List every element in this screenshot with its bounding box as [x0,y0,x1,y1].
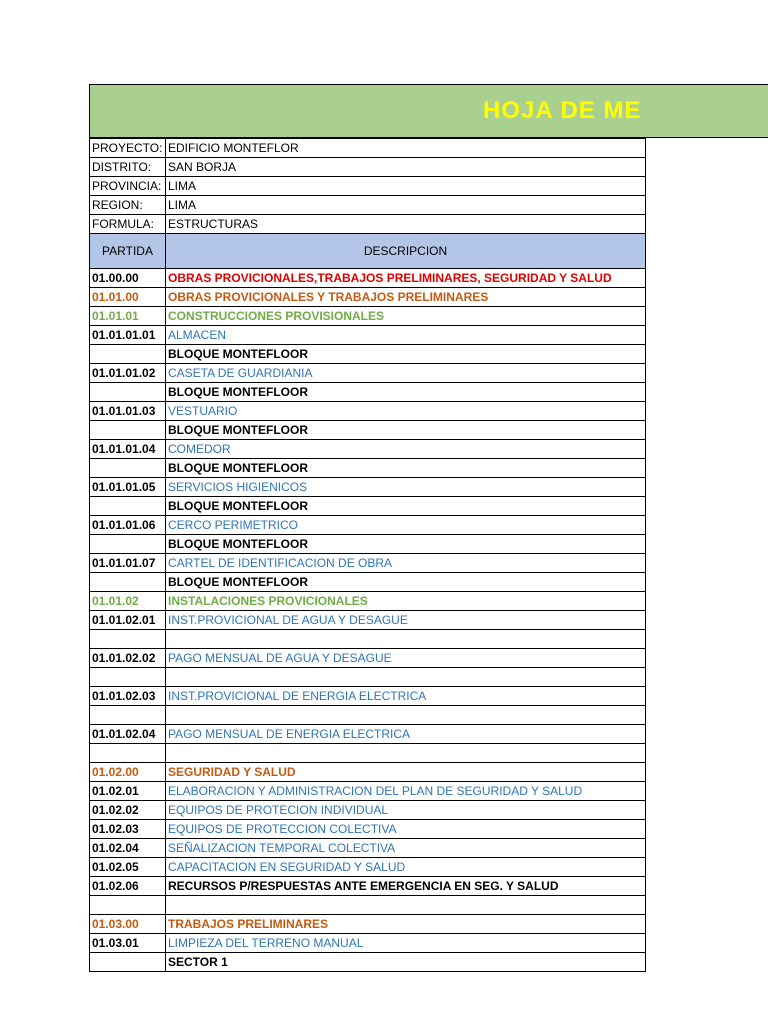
partida-cell[interactable]: 01.01.01 [90,307,166,326]
table-row [90,497,646,516]
descripcion-cell[interactable]: LIMPIEZA DEL TERRENO MANUAL [166,934,646,953]
info-row [90,177,646,196]
descripcion-cell[interactable]: CONSTRUCCIONES PROVISIONALES [166,307,646,326]
descripcion-cell[interactable]: CAPACITACION EN SEGURIDAD Y SALUD [166,858,646,877]
info-row [90,215,646,234]
descripcion-cell[interactable]: CASETA DE GUARDIANIA [166,364,646,383]
info-label-cell[interactable]: FORMULA: [90,215,166,234]
descripcion-cell[interactable]: BLOQUE MONTEFLOOR [166,345,646,364]
partida-cell[interactable]: 01.02.03 [90,820,166,839]
descripcion-cell[interactable]: VESTUARIO [166,402,646,421]
descripcion-cell[interactable] [166,630,646,649]
descripcion-cell[interactable]: TRABAJOS PRELIMINARES [166,915,646,934]
partida-cell[interactable] [90,383,166,402]
table-row [90,307,646,326]
descripcion-cell[interactable]: CERCO PERIMETRICO [166,516,646,535]
partida-cell[interactable]: 01.01.02.01 [90,611,166,630]
descripcion-cell[interactable]: OBRAS PROVICIONALES,TRABAJOS PRELIMINARES, SEGURIDAD Y SALUD [166,269,646,288]
table-row [90,725,646,744]
partida-cell[interactable] [90,459,166,478]
descripcion-cell[interactable] [166,896,646,915]
table-row [90,478,646,497]
table-row [90,440,646,459]
table-row [90,915,646,934]
info-value-cell[interactable]: SAN BORJA [166,158,646,177]
table-row [90,858,646,877]
table-row [90,953,646,972]
table-row [90,763,646,782]
descripcion-cell[interactable]: BLOQUE MONTEFLOOR [166,421,646,440]
table-row [90,459,646,478]
descripcion-cell[interactable]: INST.PROVICIONAL DE AGUA Y DESAGUE [166,611,646,630]
info-value-cell[interactable]: ESTRUCTURAS [166,215,646,234]
descripcion-cell[interactable] [166,706,646,725]
partida-cell[interactable]: 01.03.00 [90,915,166,934]
partida-cell[interactable]: 01.03.01 [90,934,166,953]
partida-cell[interactable]: 01.02.00 [90,763,166,782]
descripcion-cell[interactable]: CARTEL DE IDENTIFICACION DE OBRA [166,554,646,573]
header-descripcion[interactable]: DESCRIPCION [166,234,646,269]
table-row [90,934,646,953]
table-row [90,687,646,706]
partida-cell[interactable] [90,573,166,592]
partida-cell[interactable]: 01.01.01.01 [90,326,166,345]
table-row [90,573,646,592]
partida-cell[interactable]: 01.01.01.06 [90,516,166,535]
descripcion-cell[interactable]: INST.PROVICIONAL DE ENERGIA ELECTRICA [166,687,646,706]
partida-cell[interactable] [90,668,166,687]
partida-cell[interactable] [90,630,166,649]
sheet-title: HOJA DE ME [483,97,642,124]
table-row [90,326,646,345]
descripcion-cell[interactable]: SECTOR 1 [166,953,646,972]
descripcion-cell[interactable]: BLOQUE MONTEFLOOR [166,535,646,554]
info-row [90,158,646,177]
partida-cell[interactable] [90,421,166,440]
info-label-cell[interactable]: REGION: [90,196,166,215]
partida-cell[interactable]: 01.01.02.03 [90,687,166,706]
table-row [90,364,646,383]
header-partida[interactable]: PARTIDA [90,234,166,269]
table-row [90,554,646,573]
table-row [90,592,646,611]
measurement-table [89,138,646,972]
table-row [90,516,646,535]
partida-cell[interactable]: 01.01.02.02 [90,649,166,668]
partida-cell[interactable]: 01.00.00 [90,269,166,288]
partida-cell[interactable] [90,744,166,763]
descripcion-cell[interactable]: SEGURIDAD Y SALUD [166,763,646,782]
descripcion-cell[interactable] [166,668,646,687]
partida-cell[interactable]: 01.01.01.03 [90,402,166,421]
partida-cell[interactable]: 01.01.02 [90,592,166,611]
descripcion-cell[interactable]: ALMACEN [166,326,646,345]
descripcion-cell[interactable]: BLOQUE MONTEFLOOR [166,573,646,592]
partida-cell[interactable]: 01.02.04 [90,839,166,858]
table-row [90,801,646,820]
table-row [90,630,646,649]
table-row [90,649,646,668]
descripcion-cell[interactable]: EQUIPOS DE PROTECCION COLECTIVA [166,820,646,839]
partida-cell[interactable] [90,953,166,972]
table-row [90,535,646,554]
info-value-cell[interactable]: LIMA [166,196,646,215]
info-row [90,196,646,215]
table-row [90,877,646,896]
info-label-cell[interactable]: PROYECTO: [90,139,166,158]
partida-cell[interactable]: 01.02.06 [90,877,166,896]
table-row [90,269,646,288]
table-row [90,288,646,307]
partida-cell[interactable] [90,706,166,725]
header-row [90,234,646,269]
table-row [90,744,646,763]
table-row [90,706,646,725]
table-row [90,421,646,440]
info-value-cell[interactable]: EDIFICIO MONTEFLOR [166,139,646,158]
partida-cell[interactable]: 01.01.01.04 [90,440,166,459]
table-row [90,402,646,421]
partida-cell[interactable]: 01.02.05 [90,858,166,877]
descripcion-cell[interactable]: EQUIPOS DE PROTECION INDIVIDUAL [166,801,646,820]
partida-cell[interactable] [90,345,166,364]
partida-cell[interactable] [90,896,166,915]
table-row [90,896,646,915]
info-label-cell[interactable]: PROVINCIA: [90,177,166,196]
descripcion-cell[interactable]: BLOQUE MONTEFLOOR [166,497,646,516]
descripcion-cell[interactable]: BLOQUE MONTEFLOOR [166,383,646,402]
info-value-cell[interactable]: LIMA [166,177,646,196]
partida-cell[interactable] [90,535,166,554]
partida-cell[interactable]: 01.02.02 [90,801,166,820]
partida-cell[interactable] [90,497,166,516]
partida-cell[interactable]: 01.02.01 [90,782,166,801]
descripcion-cell[interactable] [166,744,646,763]
table-row [90,820,646,839]
partida-cell[interactable]: 01.01.02.04 [90,725,166,744]
descripcion-cell[interactable]: OBRAS PROVICIONALES Y TRABAJOS PRELIMINARES [166,288,646,307]
table-row [90,611,646,630]
descripcion-cell[interactable]: SEÑALIZACION TEMPORAL COLECTIVA [166,839,646,858]
table-row [90,839,646,858]
partida-cell[interactable]: 01.01.01.02 [90,364,166,383]
descripcion-cell[interactable]: BLOQUE MONTEFLOOR [166,459,646,478]
partida-cell[interactable]: 01.01.01.07 [90,554,166,573]
title-banner [89,84,768,138]
table-row [90,668,646,687]
descripcion-cell[interactable]: SERVICIOS HIGIENICOS [166,478,646,497]
descripcion-cell[interactable]: COMEDOR [166,440,646,459]
partida-cell[interactable]: 01.01.00 [90,288,166,307]
descripcion-cell[interactable]: RECURSOS P/RESPUESTAS ANTE EMERGENCIA EN SEG. Y SALUD [166,877,646,896]
descripcion-cell[interactable]: INSTALACIONES PROVICIONALES [166,592,646,611]
descripcion-cell[interactable]: PAGO MENSUAL DE AGUA Y DESAGUE [166,649,646,668]
descripcion-cell[interactable]: ELABORACION Y ADMINISTRACION DEL PLAN DE SEGURIDAD Y SALUD [166,782,646,801]
table-row [90,782,646,801]
info-label-cell[interactable]: DISTRITO: [90,158,166,177]
table-row [90,345,646,364]
info-row [90,139,646,158]
descripcion-cell[interactable]: PAGO MENSUAL DE ENERGIA ELECTRICA [166,725,646,744]
table-row [90,383,646,402]
partida-cell[interactable]: 01.01.01.05 [90,478,166,497]
